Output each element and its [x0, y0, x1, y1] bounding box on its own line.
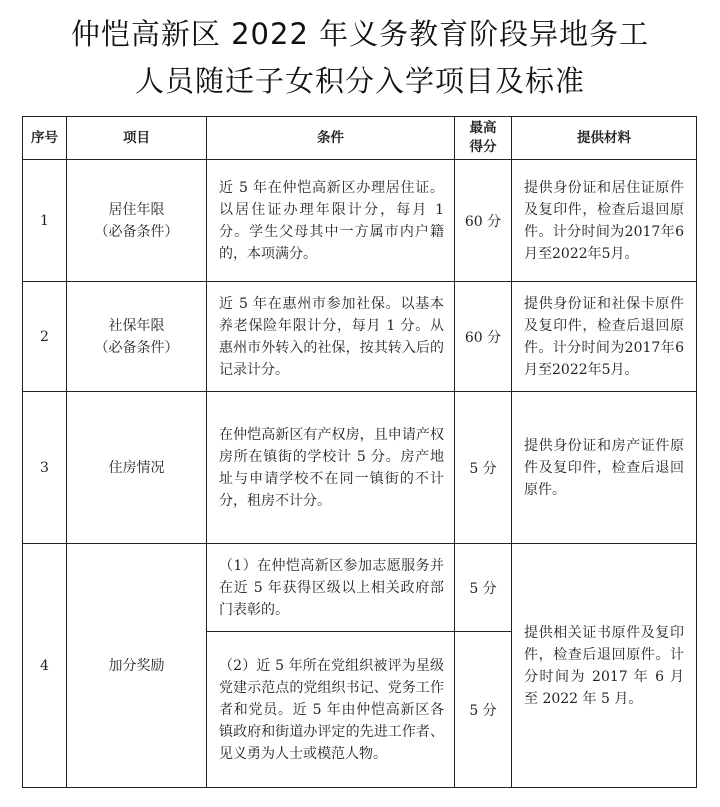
row-1-item	[67, 160, 207, 282]
row-4-sub-1-score: 5 分	[455, 544, 512, 632]
row-3-materials: 提供身份证和房产证件原件及复印件，检查后退回原件。	[512, 392, 697, 544]
row-1-condition: 近 5 年在仲恺高新区办理居住证。以居住证办理年限计分，每月 1 分。学生父母其中一方属市内户籍的，本项满分。	[207, 160, 455, 282]
header-materials: 提供材料	[512, 117, 697, 160]
row-1-item-line-2: （必备条件）	[94, 223, 179, 240]
row-3-score: 5 分	[455, 392, 512, 544]
table-row	[23, 544, 697, 632]
row-1-item-line-1: 居住年限	[108, 201, 165, 218]
row-4-sub-1-condition: （1）在仲恺高新区参加志愿服务并在近 5 年获得区级以上相关政府部门表彰的。	[207, 544, 455, 632]
table-row	[23, 160, 697, 282]
row-4-sub-2-score: 5 分	[455, 632, 512, 788]
row-4-item: 加分奖励	[67, 544, 207, 788]
row-2-materials: 提供身份证和社保卡原件及复印件，检查后退回原件。计分时间为2017年6月至2022年5月。	[512, 282, 697, 392]
row-2-condition: 近 5 年在惠州市参加社保。以基本养老保险年限计分，每月 1 分。从惠州市外转入的社保，按其转入后的记录计分。	[207, 282, 455, 392]
document-title-line-1: 仲恺高新区 2022 年义务教育阶段异地务工	[70, 17, 650, 51]
row-1-score: 60 分	[455, 160, 512, 282]
document-title-line-2: 人员随迁子女积分入学项目及标准	[134, 64, 585, 98]
header-score-line-2: 得分	[469, 139, 497, 155]
header-score	[455, 117, 512, 160]
row-4-num: 4	[23, 544, 67, 788]
row-2-item	[67, 282, 207, 392]
header-item: 项目	[67, 117, 207, 160]
scoring-table	[22, 116, 697, 788]
table-header-row	[23, 117, 697, 160]
row-3-num: 3	[23, 392, 67, 544]
table-row	[23, 282, 697, 392]
row-4-sub-2-condition: （2）近 5 年所在党组织被评为星级党建示范点的党组织书记、党务工作者和党员。近 5 年由仲恺高新区各镇政府和街道办评定的先进工作者、见义勇为人士或模范人物。	[207, 632, 455, 788]
row-3-item: 住房情况	[67, 392, 207, 544]
row-2-num: 2	[23, 282, 67, 392]
row-2-score: 60 分	[455, 282, 512, 392]
header-condition: 条件	[207, 117, 455, 160]
row-3-condition: 在仲恺高新区有产权房，且申请产权房所在镇街的学校计 5 分。房产地址与申请学校不在同一镇街的不计分，租房不计分。	[207, 392, 455, 544]
row-1-num: 1	[23, 160, 67, 282]
row-4-materials: 提供相关证书原件及复印件，检查后退回原件。计分时间为 2017 年 6 月至 2022 年 5 月。	[512, 544, 697, 788]
header-score-line-1: 最高	[469, 120, 497, 136]
row-2-item-line-1: 社保年限	[108, 317, 165, 334]
table-row	[23, 392, 697, 544]
row-1-materials: 提供身份证和居住证原件及复印件，检查后退回原件。计分时间为2017年6月至2022年5月。	[512, 160, 697, 282]
header-num: 序号	[23, 117, 67, 160]
row-2-item-line-2: （必备条件）	[94, 339, 179, 356]
